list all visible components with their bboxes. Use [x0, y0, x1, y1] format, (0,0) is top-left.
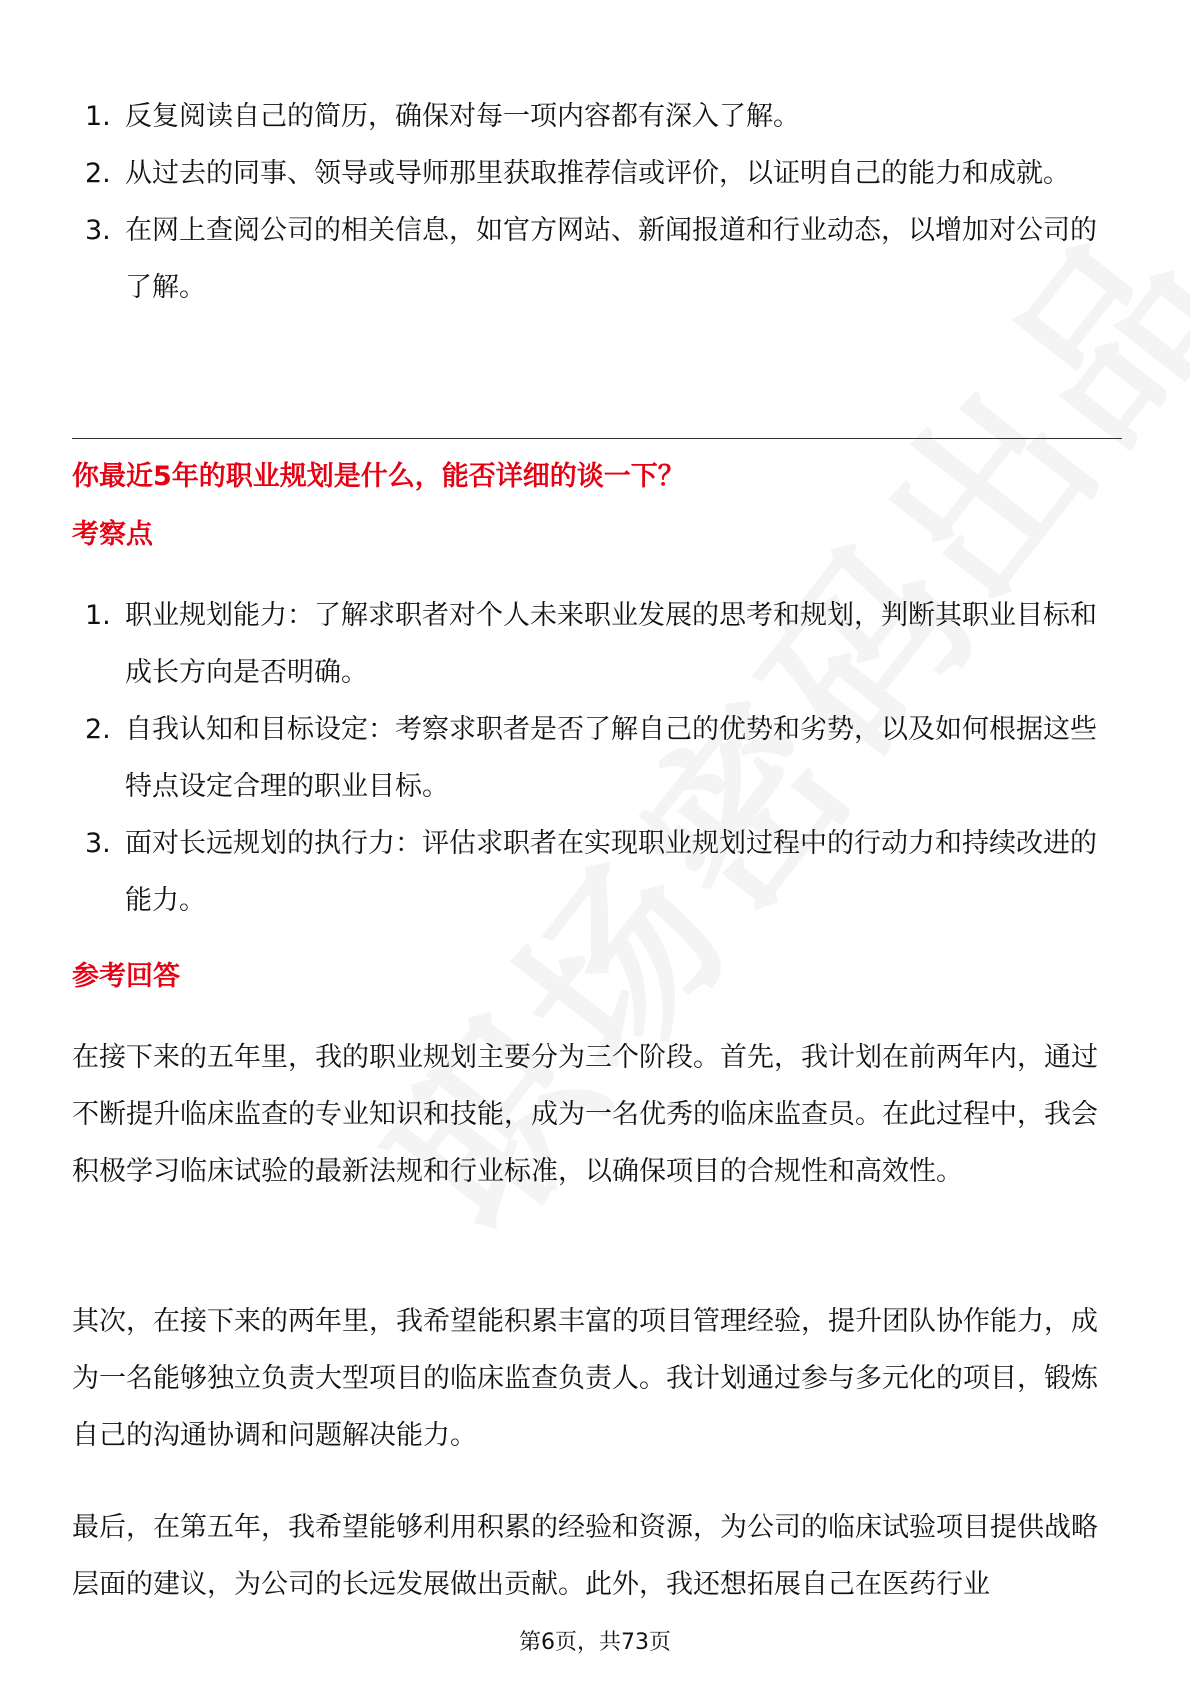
- answer-label: 参考回答: [72, 961, 180, 992]
- prep-tips-list: [0, 88, 1190, 316]
- list-number: 2.: [85, 158, 111, 189]
- list-text: 职业规划能力：了解求职者对个人未来职业发展的思考和规划，判断其职业目标和成长方向是否明确。: [125, 600, 1097, 688]
- page-number: 第6页，共73页: [519, 1630, 671, 1655]
- list-text: 面对长远规划的执行力：评估求职者在实现职业规划过程中的行动力和持续改进的能力。: [125, 828, 1097, 916]
- section-divider: [72, 438, 1122, 439]
- list-number: 1.: [85, 600, 111, 631]
- list-text: 自我认知和目标设定：考察求职者是否了解自己的优势和劣势，以及如何根据这些特点设定合理的职业目标。: [125, 714, 1097, 802]
- list-text: 在网上查阅公司的相关信息，如官方网站、新闻报道和行业动态，以增加对公司的了解。: [125, 215, 1097, 303]
- list-number: 1.: [85, 101, 111, 132]
- list-number: 2.: [85, 714, 111, 745]
- question-heading: 你最近5年的职业规划是什么，能否详细的谈一下？: [72, 461, 685, 492]
- answer-paragraph: 其次，在接下来的两年里，我希望能积累丰富的项目管理经验，提升团队协作能力，成为一名能够独立负责大型项目的临床监查负责人。我计划通过参与多元化的项目，锻炼自己的沟通协调和问题解决能力。: [72, 1306, 1098, 1451]
- list-item: [0, 815, 1105, 929]
- answer-paragraph: 在接下来的五年里，我的职业规划主要分为三个阶段。首先，我计划在前两年内，通过不断提升临床监查的专业知识和技能，成为一名优秀的临床监查员。在此过程中，我会积极学习临床试验的最新法规和行业标准，以确保项目的合规性和高效性。: [72, 1042, 1098, 1187]
- list-text: 反复阅读自己的简历，确保对每一项内容都有深入了解。: [125, 101, 800, 132]
- list-item: [0, 88, 1105, 145]
- list-text: 从过去的同事、领导或导师那里获取推荐信或评价，以证明自己的能力和成就。: [125, 158, 1070, 189]
- list-number: 3.: [85, 828, 111, 859]
- list-item: [0, 701, 1105, 815]
- focus-list: [0, 587, 1190, 929]
- focus-label: 考察点: [72, 519, 153, 550]
- list-item: [0, 145, 1105, 202]
- list-number: 3.: [85, 215, 111, 246]
- list-item: [0, 202, 1105, 316]
- answer-paragraph: 最后，在第五年，我希望能够利用积累的经验和资源，为公司的临床试验项目提供战略层面的建议，为公司的长远发展做出贡献。此外，我还想拓展自己在医药行业: [72, 1512, 1098, 1600]
- list-item: [0, 587, 1105, 701]
